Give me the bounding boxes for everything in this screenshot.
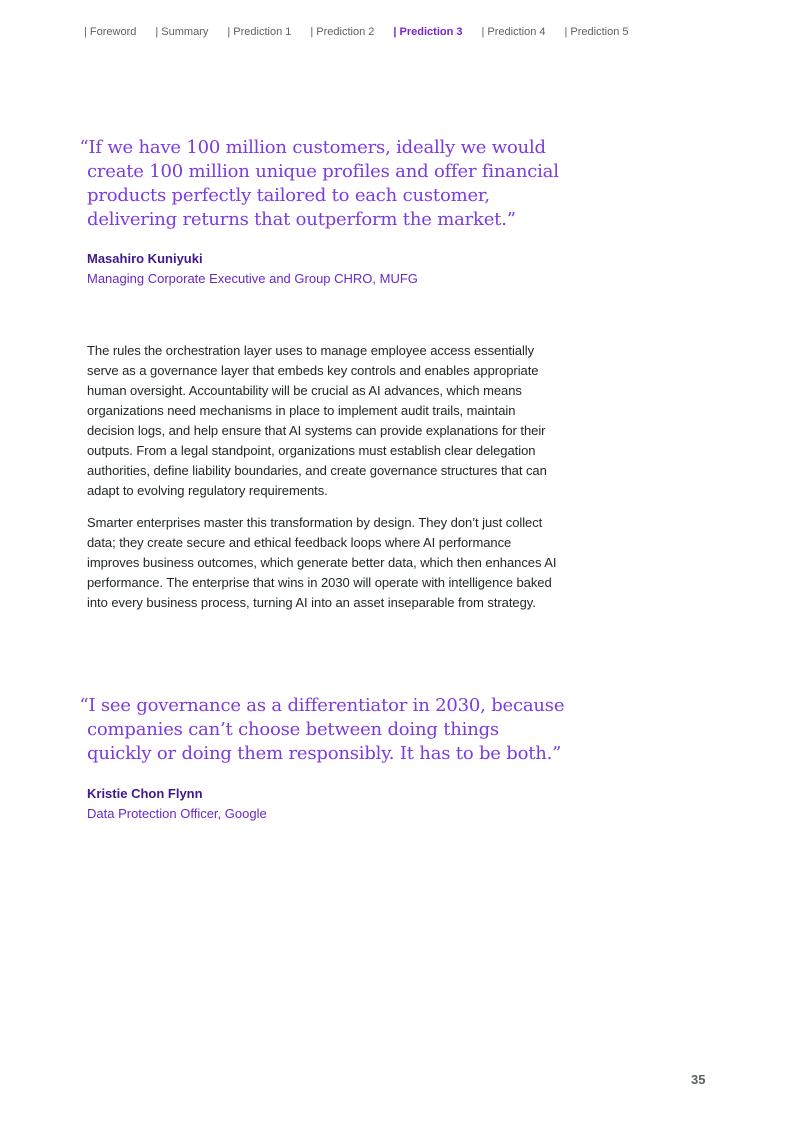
pull-quote-kuniyuki: “If we have 100 million customers, ideally we would create 100 million unique profiles and offer financial products perfectly tailored to each customer, delivering returns that outperform the market.”: [79, 137, 559, 230]
pull-quote-flynn: “I see governance as a differentiator in 2030, because companies can’t choose between doing things quickly or doing them responsibly. It has to be both.”: [79, 695, 565, 764]
nav-item-prediction-5[interactable]: | Prediction 5: [564, 26, 629, 38]
body-copy: [87, 341, 563, 613]
page-number: 35: [691, 1072, 706, 1087]
nav-item-prediction-4[interactable]: | Prediction 4: [481, 26, 546, 38]
body-paragraph-smarter-enterprises: Smarter enterprises master this transformation by design. They don’t just collect data; they create secure and ethical feedback loops where AI performance improves business outcomes, which generate better data, which then enhances AI performance. The enterprise that wins in 2030 will operate with intelligence baked into every business process, turning AI into an asset inseparable from strategy.: [87, 515, 557, 610]
top-section-nav: [84, 26, 629, 39]
nav-item-prediction-2[interactable]: | Prediction 2: [310, 26, 375, 38]
attribution-kuniyuki: [87, 249, 418, 289]
nav-item-prediction-3[interactable]: | Prediction 3: [393, 26, 463, 38]
nav-item-prediction-1[interactable]: | Prediction 1: [227, 26, 292, 38]
attribution-name: Kristie Chon Flynn: [87, 786, 203, 801]
nav-item-summary[interactable]: | Summary: [155, 26, 209, 38]
body-paragraph-governance: The rules the orchestration layer uses to manage employee access essentially serve as a governance layer that embeds key controls and enables appropriate human oversight. Accountability will be crucial as AI advances, which means organizations need mechanisms in place to implement audit trails, maintain decision logs, and help ensure that AI systems can provide explanations for their outputs. From a legal standpoint, organizations must establish clear delegation authorities, define liability boundaries, and create governance structures that can adapt to evolving regulatory requirements.: [87, 343, 547, 498]
attribution-flynn: [87, 784, 267, 824]
attribution-role: Data Protection Officer, Google: [87, 806, 267, 821]
attribution-role: Managing Corporate Executive and Group CHRO, MUFG: [87, 271, 418, 286]
attribution-name: Masahiro Kuniyuki: [87, 251, 203, 266]
nav-item-foreword[interactable]: | Foreword: [84, 26, 137, 38]
